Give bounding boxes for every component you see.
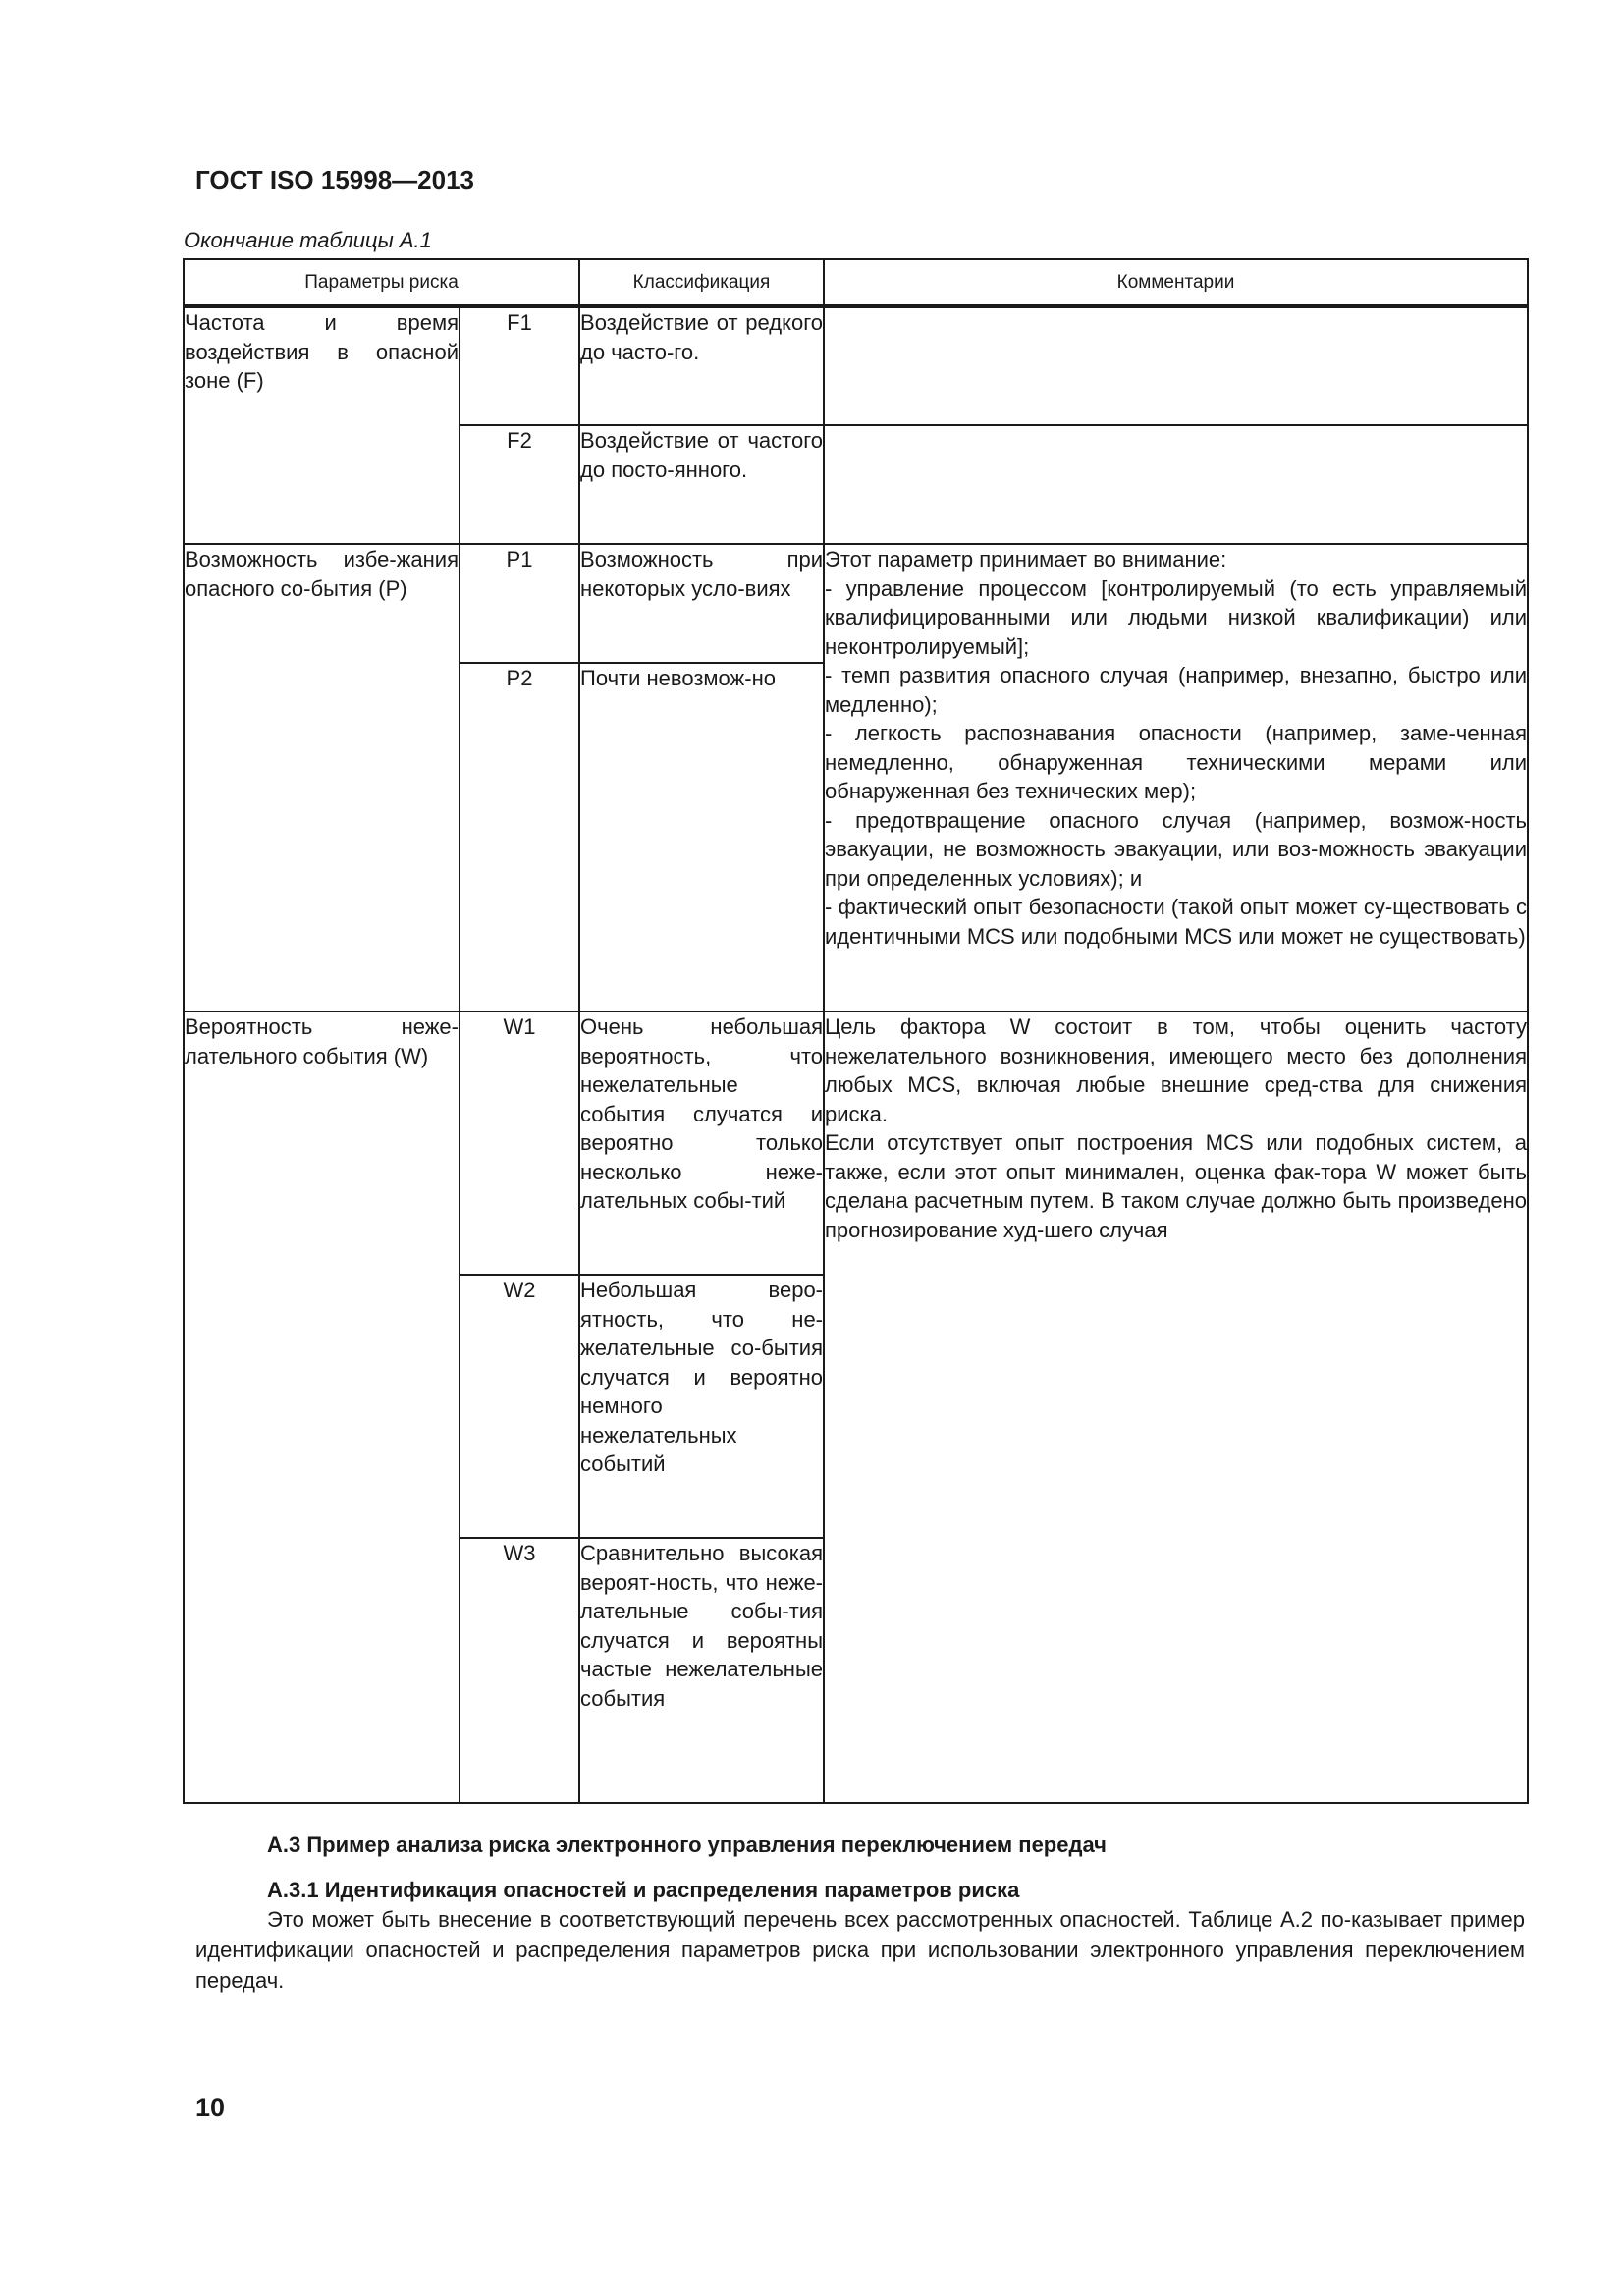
section-heading: А.3 Пример анализа риска электронного управления переключением передач xyxy=(267,1832,1107,1857)
table-row xyxy=(184,544,1528,663)
code-cell: W1 xyxy=(460,1011,579,1275)
comment-line: Этот параметр принимает во внимание: xyxy=(825,547,1227,572)
param-cell-f: Частота и время воздействия в опасной зоне (F) xyxy=(184,306,460,544)
class-cell: Небольшая веро-ятность, что не-желательные со-бытия случатся и вероятно немного нежелательных событий xyxy=(579,1275,824,1538)
subsection-heading: А.3.1 Идентификация опасностей и распределения параметров риска xyxy=(267,1878,1020,1902)
code-cell: P2 xyxy=(460,663,579,1011)
param-cell-p: Возможность избе-жания опасного со-бытия (P) xyxy=(184,544,460,1011)
param-cell-w: Вероятность неже-лательного события (W) xyxy=(184,1011,460,1803)
table-caption: Окончание таблицы А.1 xyxy=(184,228,432,252)
comment-line: Если отсутствует опыт построения MCS или подобных систем, а также, если этот опыт минимален, оценка фак-тора W может быть сделана расчетным путем. В таком случае должно быть произведено прогнозирование худ-шего случая xyxy=(825,1130,1528,1242)
comment-cell xyxy=(824,306,1528,425)
comment-line: - фактический опыт безопасности (такой опыт может су-ществовать с идентичными MCS или подобными MCS или может не существовать) xyxy=(825,895,1528,949)
code-cell: P1 xyxy=(460,544,579,663)
table-row xyxy=(184,1011,1528,1275)
code-cell: F1 xyxy=(460,306,579,425)
page-number: 10 xyxy=(195,2093,226,2122)
comment-cell-w xyxy=(824,1011,1528,1803)
code-cell: F2 xyxy=(460,425,579,544)
class-cell: Почти невозмож-но xyxy=(579,663,824,1011)
comment-line: Цель фактора W состоит в том, чтобы оценить частоту нежелательного возникновения, имеющего место без дополнения любых MCS, включая любые внешние сред-ства для снижения риска. xyxy=(825,1014,1528,1126)
class-cell: Сравнительно высокая вероят-ность, что неже-лательные собы-тия случатся и вероятны частые нежелательные события xyxy=(579,1538,824,1803)
comment-line: - легкость распознавания опасности (например, заме-ченная немедленно, обнаруженная техническими мерами или обнаруженная без технических мер); xyxy=(825,721,1528,803)
comment-cell-p xyxy=(824,544,1528,1011)
class-cell: Воздействие от редкого до часто-го. xyxy=(579,306,824,425)
class-cell: Возможность при некоторых усло-виях xyxy=(579,544,824,663)
class-cell: Воздействие от частого до посто-янного. xyxy=(579,425,824,544)
column-header-param: Параметры риска xyxy=(184,259,579,306)
comment-line: - темп развития опасного случая (например, внезапно, быстро или медленно); xyxy=(825,663,1528,717)
table-header-row xyxy=(184,259,1528,306)
code-cell: W3 xyxy=(460,1538,579,1803)
code-cell: W2 xyxy=(460,1275,579,1538)
comment-cell xyxy=(824,425,1528,544)
class-cell: Очень небольшая вероятность, что нежелательные события случатся и вероятно только несколько неже-лательных собы-тий xyxy=(579,1011,824,1275)
comment-line: - управление процессом [контролируемый (то есть управляемый квалифицированными или людьми низкой квалификации) или неконтролируемый]; xyxy=(825,575,1528,659)
standard-header: ГОСТ ISO 15998—2013 xyxy=(195,165,475,194)
table-row xyxy=(184,306,1528,425)
column-header-comment: Комментарии xyxy=(824,259,1528,306)
comment-line: - предотвращение опасного случая (например, возмож-ность эвакуации, не возможность эвакуации, или воз-можность эвакуации при определенных условиях); и xyxy=(825,807,1528,891)
body-paragraph: Это может быть внесение в соответствующий перечень всех рассмотренных опасностей. Таблице А.2 по-казывает пример идентификации опасностей и распределения параметров риска при использовании электронного управления переключением передач. xyxy=(195,1907,1525,1993)
risk-parameters-table xyxy=(183,258,1529,1804)
column-header-class: Классификация xyxy=(579,259,824,306)
